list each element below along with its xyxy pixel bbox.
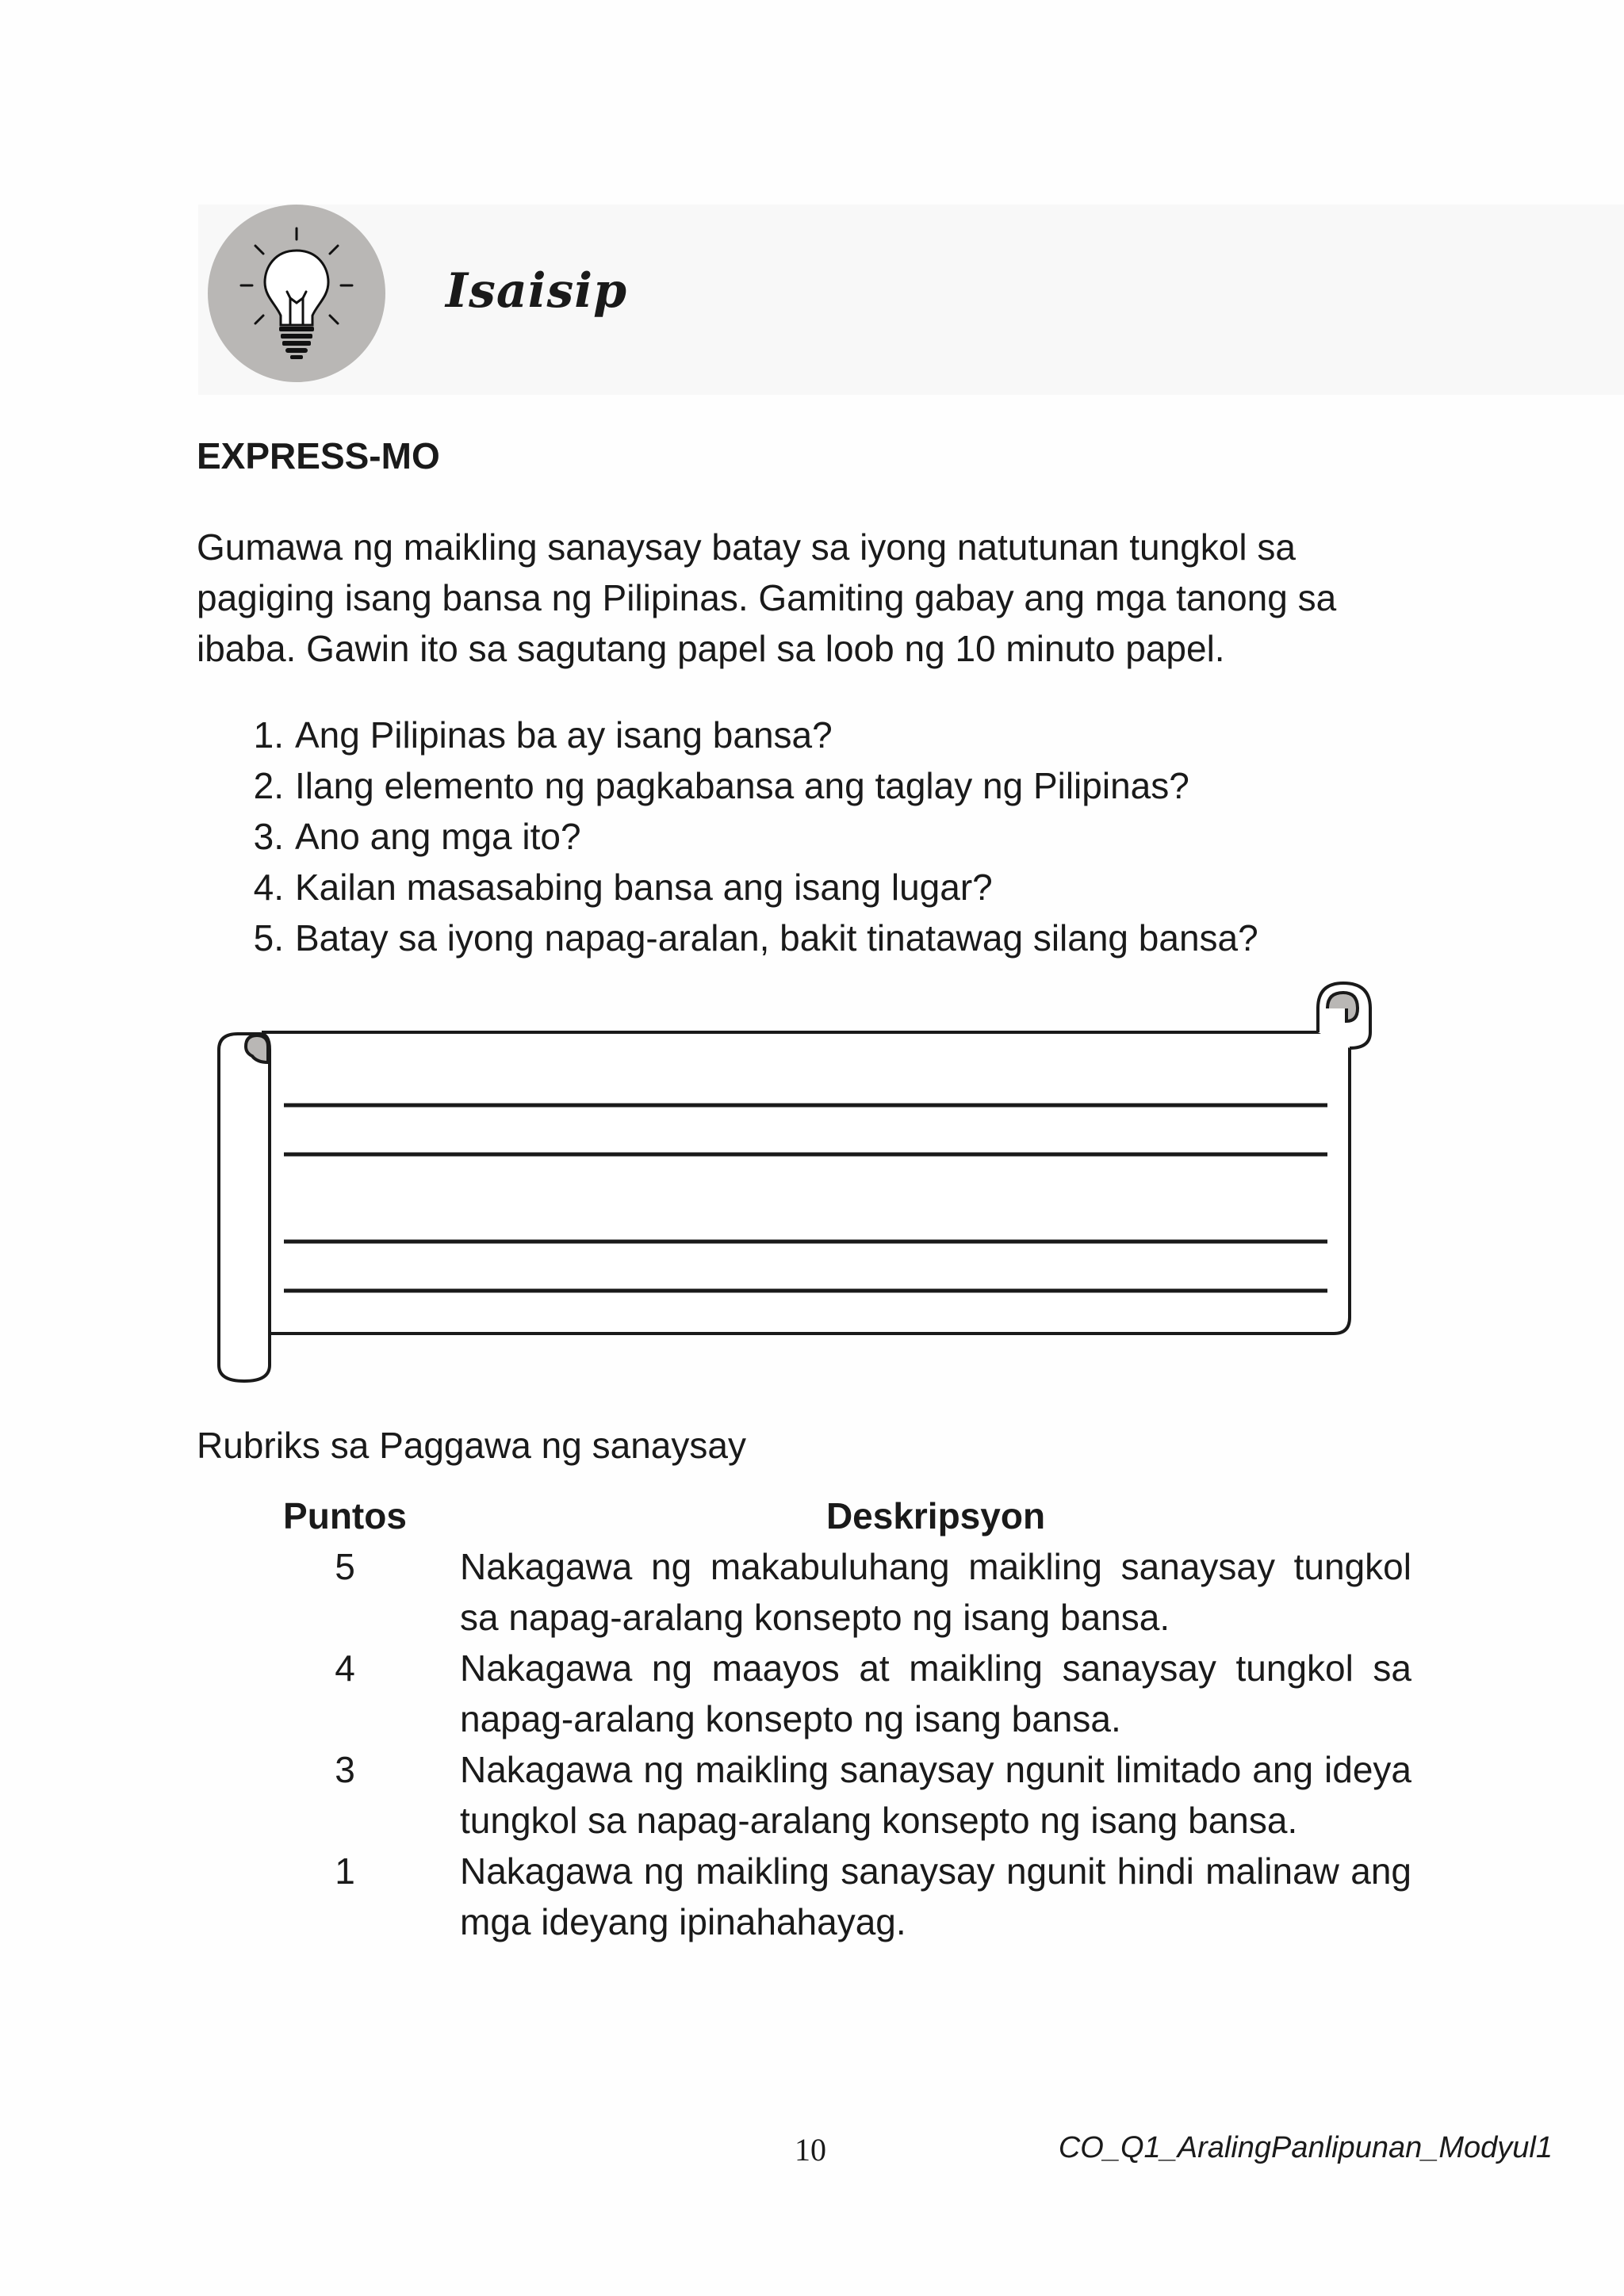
section-title: Isaisip <box>446 263 628 319</box>
points-cell: 4 <box>335 1647 355 1689</box>
points-cell: 1 <box>335 1850 355 1892</box>
table-header-row <box>230 1490 1411 1541</box>
list-item: 2. Ilang elemento ng pagkabansa ang taglay ng Pilipinas? <box>253 765 1189 806</box>
description-cell: Nakagawa ng maikling sanaysay ngunit limitado ang ideya tungkol sa napag-aralang konsepto ng isang bansa. <box>460 1749 1411 1841</box>
description-cell: Nakagawa ng makabuluhang maikling sanaysay tungkol sa napag-aralang konsepto ng isang bansa. <box>460 1546 1411 1638</box>
points-cell: 5 <box>335 1546 355 1587</box>
rubric-table <box>230 1490 1411 1947</box>
rubric-title: Rubriks sa Paggawa ng sanaysay <box>197 1425 746 1466</box>
page-number: 10 <box>795 2132 826 2168</box>
table-row <box>230 1846 1411 1947</box>
table-row <box>230 1541 1411 1643</box>
description-cell: Nakagawa ng maikling sanaysay ngunit hindi malinaw ang mga ideyang ipinahahayag. <box>460 1850 1411 1942</box>
column-header-points: Puntos <box>283 1495 407 1536</box>
list-item: 4. Kailan masasabing bansa ang isang lugar? <box>253 867 993 908</box>
description-cell: Nakagawa ng maayos at maikling sanaysay tungkol sa napag-aralang konsepto ng isang bansa. <box>460 1647 1411 1739</box>
points-cell: 3 <box>335 1749 355 1790</box>
module-code: CO_Q1_AralingPanlipunan_Modyul1 <box>1058 2131 1553 2164</box>
table-row <box>230 1744 1411 1846</box>
column-header-description: Deskripsyon <box>825 1495 1046 1536</box>
section-header-band <box>198 205 1624 395</box>
list-item: 5. Batay sa iyong napag-aralan, bakit tinatawag silang bansa? <box>253 917 1258 959</box>
paper-scroll-icon <box>208 977 1381 1393</box>
table-row <box>230 1643 1411 1744</box>
activity-instructions: Gumawa ng maikling sanaysay batay sa iyong natutunan tungkol sa pagiging isang bansa ng Pilipinas. Gamiting gabay ang mga tanong sa ibaba. Gawin ito sa sagutang papel sa loob ng 10 minuto papel. <box>197 526 1337 669</box>
activity-title: EXPRESS-MO <box>197 435 440 476</box>
lightbulb-icon <box>208 205 385 382</box>
list-item: 3. Ano ang mga ito? <box>253 816 581 857</box>
list-item: 1. Ang Pilipinas ba ay isang bansa? <box>253 714 833 756</box>
guide-questions <box>197 710 1258 963</box>
